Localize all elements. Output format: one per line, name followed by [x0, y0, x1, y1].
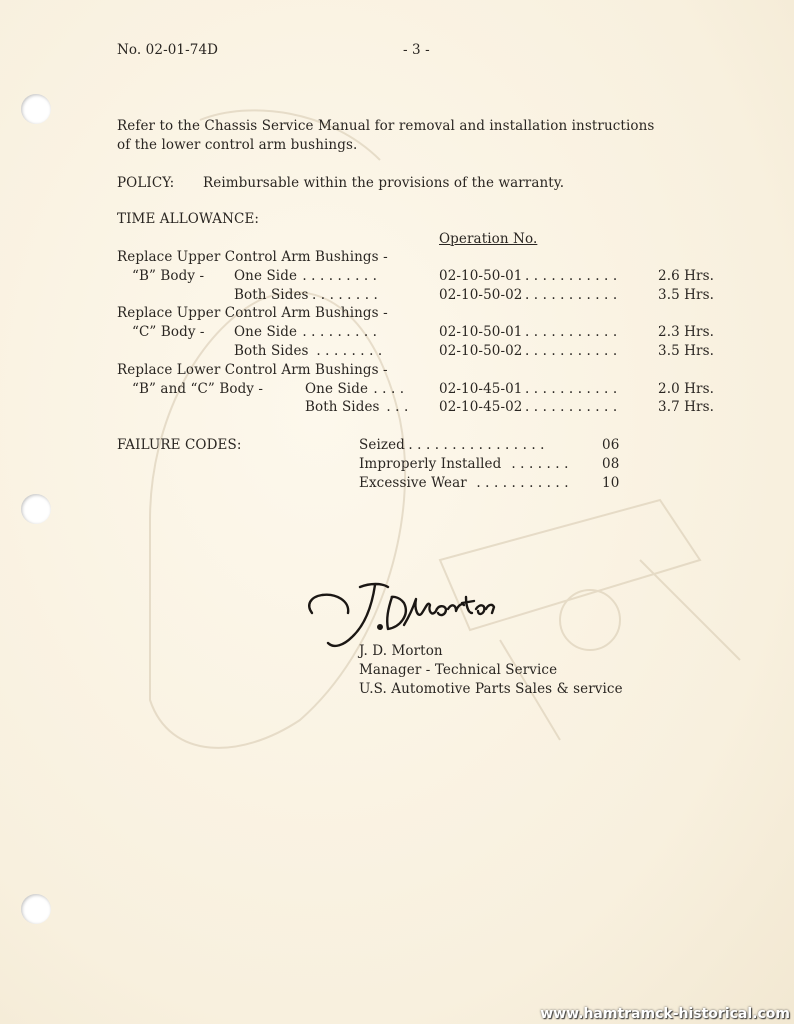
operation-number: 02-10-50-02	[439, 343, 523, 359]
operation-number-header: Operation No.	[439, 231, 538, 247]
operation-number: 02-10-45-01	[439, 381, 523, 397]
leader-dots: . . . . . . .	[507, 456, 569, 472]
failure-code-value: 10	[602, 475, 620, 491]
leader-dots: . . . .	[369, 381, 405, 397]
leader-dots: . . .	[382, 399, 409, 415]
binder-hole-top	[21, 94, 51, 124]
side-label: Both Sides	[234, 343, 309, 359]
side-label: Both Sides	[305, 399, 380, 415]
operation-number: 02-10-50-01	[439, 324, 523, 340]
hours-value: 2.6 Hrs.	[658, 268, 715, 284]
failure-code-name: Seized	[359, 437, 405, 453]
binder-hole-bottom	[21, 894, 51, 924]
side-label: One Side	[234, 268, 298, 284]
leader-dots: . . . . . . . . . . .	[525, 381, 618, 397]
binder-hole-middle	[21, 494, 51, 524]
side-label: Both Sides	[234, 287, 309, 303]
time-allowance-label: TIME ALLOWANCE:	[117, 211, 260, 227]
hours-value: 3.5 Hrs.	[658, 287, 715, 303]
policy-label: POLICY:	[117, 175, 175, 191]
body-label: “B” Body -	[132, 268, 205, 284]
page-number: - 3 -	[403, 42, 430, 58]
hours-value: 3.7 Hrs.	[658, 399, 715, 415]
body-label: “C” Body -	[132, 324, 205, 340]
intro-line-2: of the lower control arm bushings.	[117, 137, 358, 153]
signer-organization: U.S. Automotive Parts Sales & service	[359, 681, 623, 697]
failure-code-value: 06	[602, 437, 620, 453]
side-label: One Side	[305, 381, 369, 397]
hours-value: 3.5 Hrs.	[658, 343, 715, 359]
signer-name: J. D. Morton	[359, 643, 443, 659]
operation-number: 02-10-50-01	[439, 268, 523, 284]
hours-value: 2.3 Hrs.	[658, 324, 715, 340]
body-label: “B” and “C” Body -	[132, 381, 264, 397]
leader-dots: . . . . . . . . . . .	[525, 287, 618, 303]
leader-dots: . . . . . . . . . . .	[525, 268, 618, 284]
leader-dots: . . . . . . . . . . .	[525, 324, 618, 340]
failure-codes-label: FAILURE CODES:	[117, 437, 242, 453]
hours-value: 2.0 Hrs.	[658, 381, 715, 397]
document-number: No. 02-01-74D	[117, 42, 219, 58]
leader-dots: . . . . . . . .	[312, 287, 378, 303]
leader-dots: . . . . . . . . .	[298, 268, 378, 284]
operation-number: 02-10-50-02	[439, 287, 523, 303]
leader-dots: . . . . . . . . . . .	[472, 475, 569, 491]
leader-dots: . . . . . . . . . . . . . . . .	[404, 437, 545, 453]
leader-dots: . . . . . . . . .	[298, 324, 378, 340]
source-watermark: www.hamtramck-historical.com	[540, 1006, 790, 1022]
failure-code-name: Excessive Wear	[359, 475, 467, 491]
operation-number: 02-10-45-02	[439, 399, 523, 415]
group-title: Replace Upper Control Arm Bushings -	[117, 249, 388, 265]
signer-title: Manager - Technical Service	[359, 662, 558, 678]
leader-dots: . . . . . . . . . . .	[525, 399, 618, 415]
failure-code-value: 08	[602, 456, 620, 472]
leader-dots: . . . . . . . . . . .	[525, 343, 618, 359]
group-title: Replace Lower Control Arm Bushings -	[117, 362, 388, 378]
failure-code-name: Improperly Installed	[359, 456, 502, 472]
leader-dots: . . . . . . . .	[312, 343, 383, 359]
policy-text: Reimbursable within the provisions of the warranty.	[203, 175, 565, 191]
intro-line-1: Refer to the Chassis Service Manual for removal and installation instructions	[117, 118, 655, 134]
side-label: One Side	[234, 324, 298, 340]
group-title: Replace Upper Control Arm Bushings -	[117, 305, 388, 321]
